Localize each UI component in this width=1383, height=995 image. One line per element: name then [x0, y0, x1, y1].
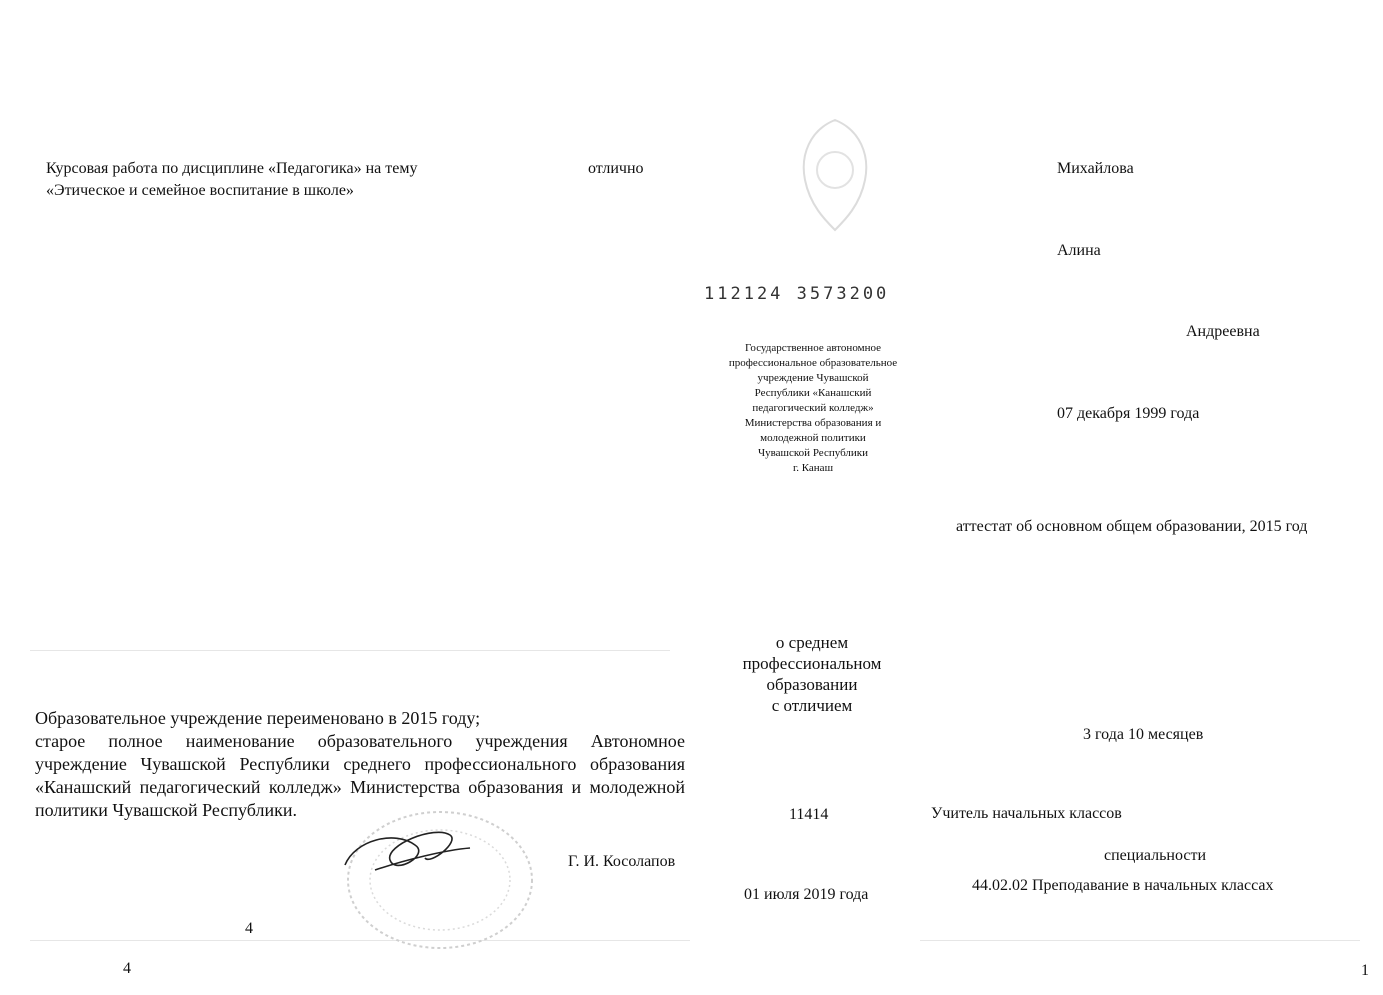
- issuer-line: г. Канаш: [792, 462, 834, 474]
- specialty-label: специальности: [1104, 847, 1207, 864]
- qualification-line: с отличием: [771, 696, 853, 715]
- qualification-line: профессиональном: [742, 654, 882, 673]
- previous-education-value: аттестат об основном общем образовании, 2015 год: [956, 518, 1308, 535]
- handwritten-signature: [335, 820, 475, 880]
- qualification-line: о среднем: [775, 633, 849, 652]
- coursework-title-line1: Курсовая работа по дисциплине «Педагогика» на тему: [46, 160, 418, 177]
- issuer-line: Республики «Канашский: [754, 387, 872, 399]
- first-name-value: Алина: [1057, 242, 1101, 259]
- page-number-outer: 4: [123, 960, 131, 977]
- study-duration-value: 3 года 10 месяцев: [1083, 726, 1204, 743]
- issue-date: 01 июля 2019 года: [744, 886, 869, 903]
- issuer-line: профессиональное образовательное: [728, 357, 898, 369]
- issuer-line: молодежной политики: [760, 432, 866, 444]
- qualification-value: Учитель начальных классов: [931, 805, 1122, 822]
- surname-value: Михайлова: [1057, 160, 1134, 177]
- qualification-level: [712, 632, 912, 716]
- page-number-inner: 4: [245, 920, 253, 937]
- patronymic-value: Андреевна: [1186, 323, 1260, 340]
- specialty-value: 44.02.02 Преподавание в начальных классах: [972, 877, 1274, 894]
- issuer-line: педагогический колледж»: [752, 402, 874, 414]
- qualification-line: образовании: [766, 675, 858, 694]
- coursework-title-line2: «Этическое и семейное воспитание в школе»: [46, 182, 354, 199]
- renamed-note-line1: Образовательное учреждение переименовано в 2015 году;: [35, 708, 481, 728]
- registration-number: 11414: [789, 806, 829, 823]
- coat-of-arms-emblem: [780, 110, 890, 240]
- page-number-right: 1: [1361, 962, 1369, 979]
- diploma-serial-number: 112124 3573200: [704, 284, 890, 304]
- birth-date-value: 07 декабря 1999 года: [1057, 405, 1200, 422]
- renamed-note-line2: старое полное наименование образовательного учреждения Автономное учреждение Чувашской Республики среднего профессионального образования «Канашский педагогический колледж» Министерства образования и молодежной политики Чувашской Республики.: [35, 731, 685, 820]
- issuer-line: Государственное автономное: [745, 342, 881, 354]
- issuer-line: Чувашской Республики: [757, 447, 869, 459]
- coursework-grade: отлично: [588, 160, 644, 177]
- renamed-note: [35, 707, 685, 822]
- issuer-line: Министерства образования и: [744, 417, 882, 429]
- issuer-block: [703, 341, 923, 476]
- issuer-line: учреждение Чувашской: [757, 372, 869, 384]
- signatory-name: Г. И. Косолапов: [568, 853, 676, 870]
